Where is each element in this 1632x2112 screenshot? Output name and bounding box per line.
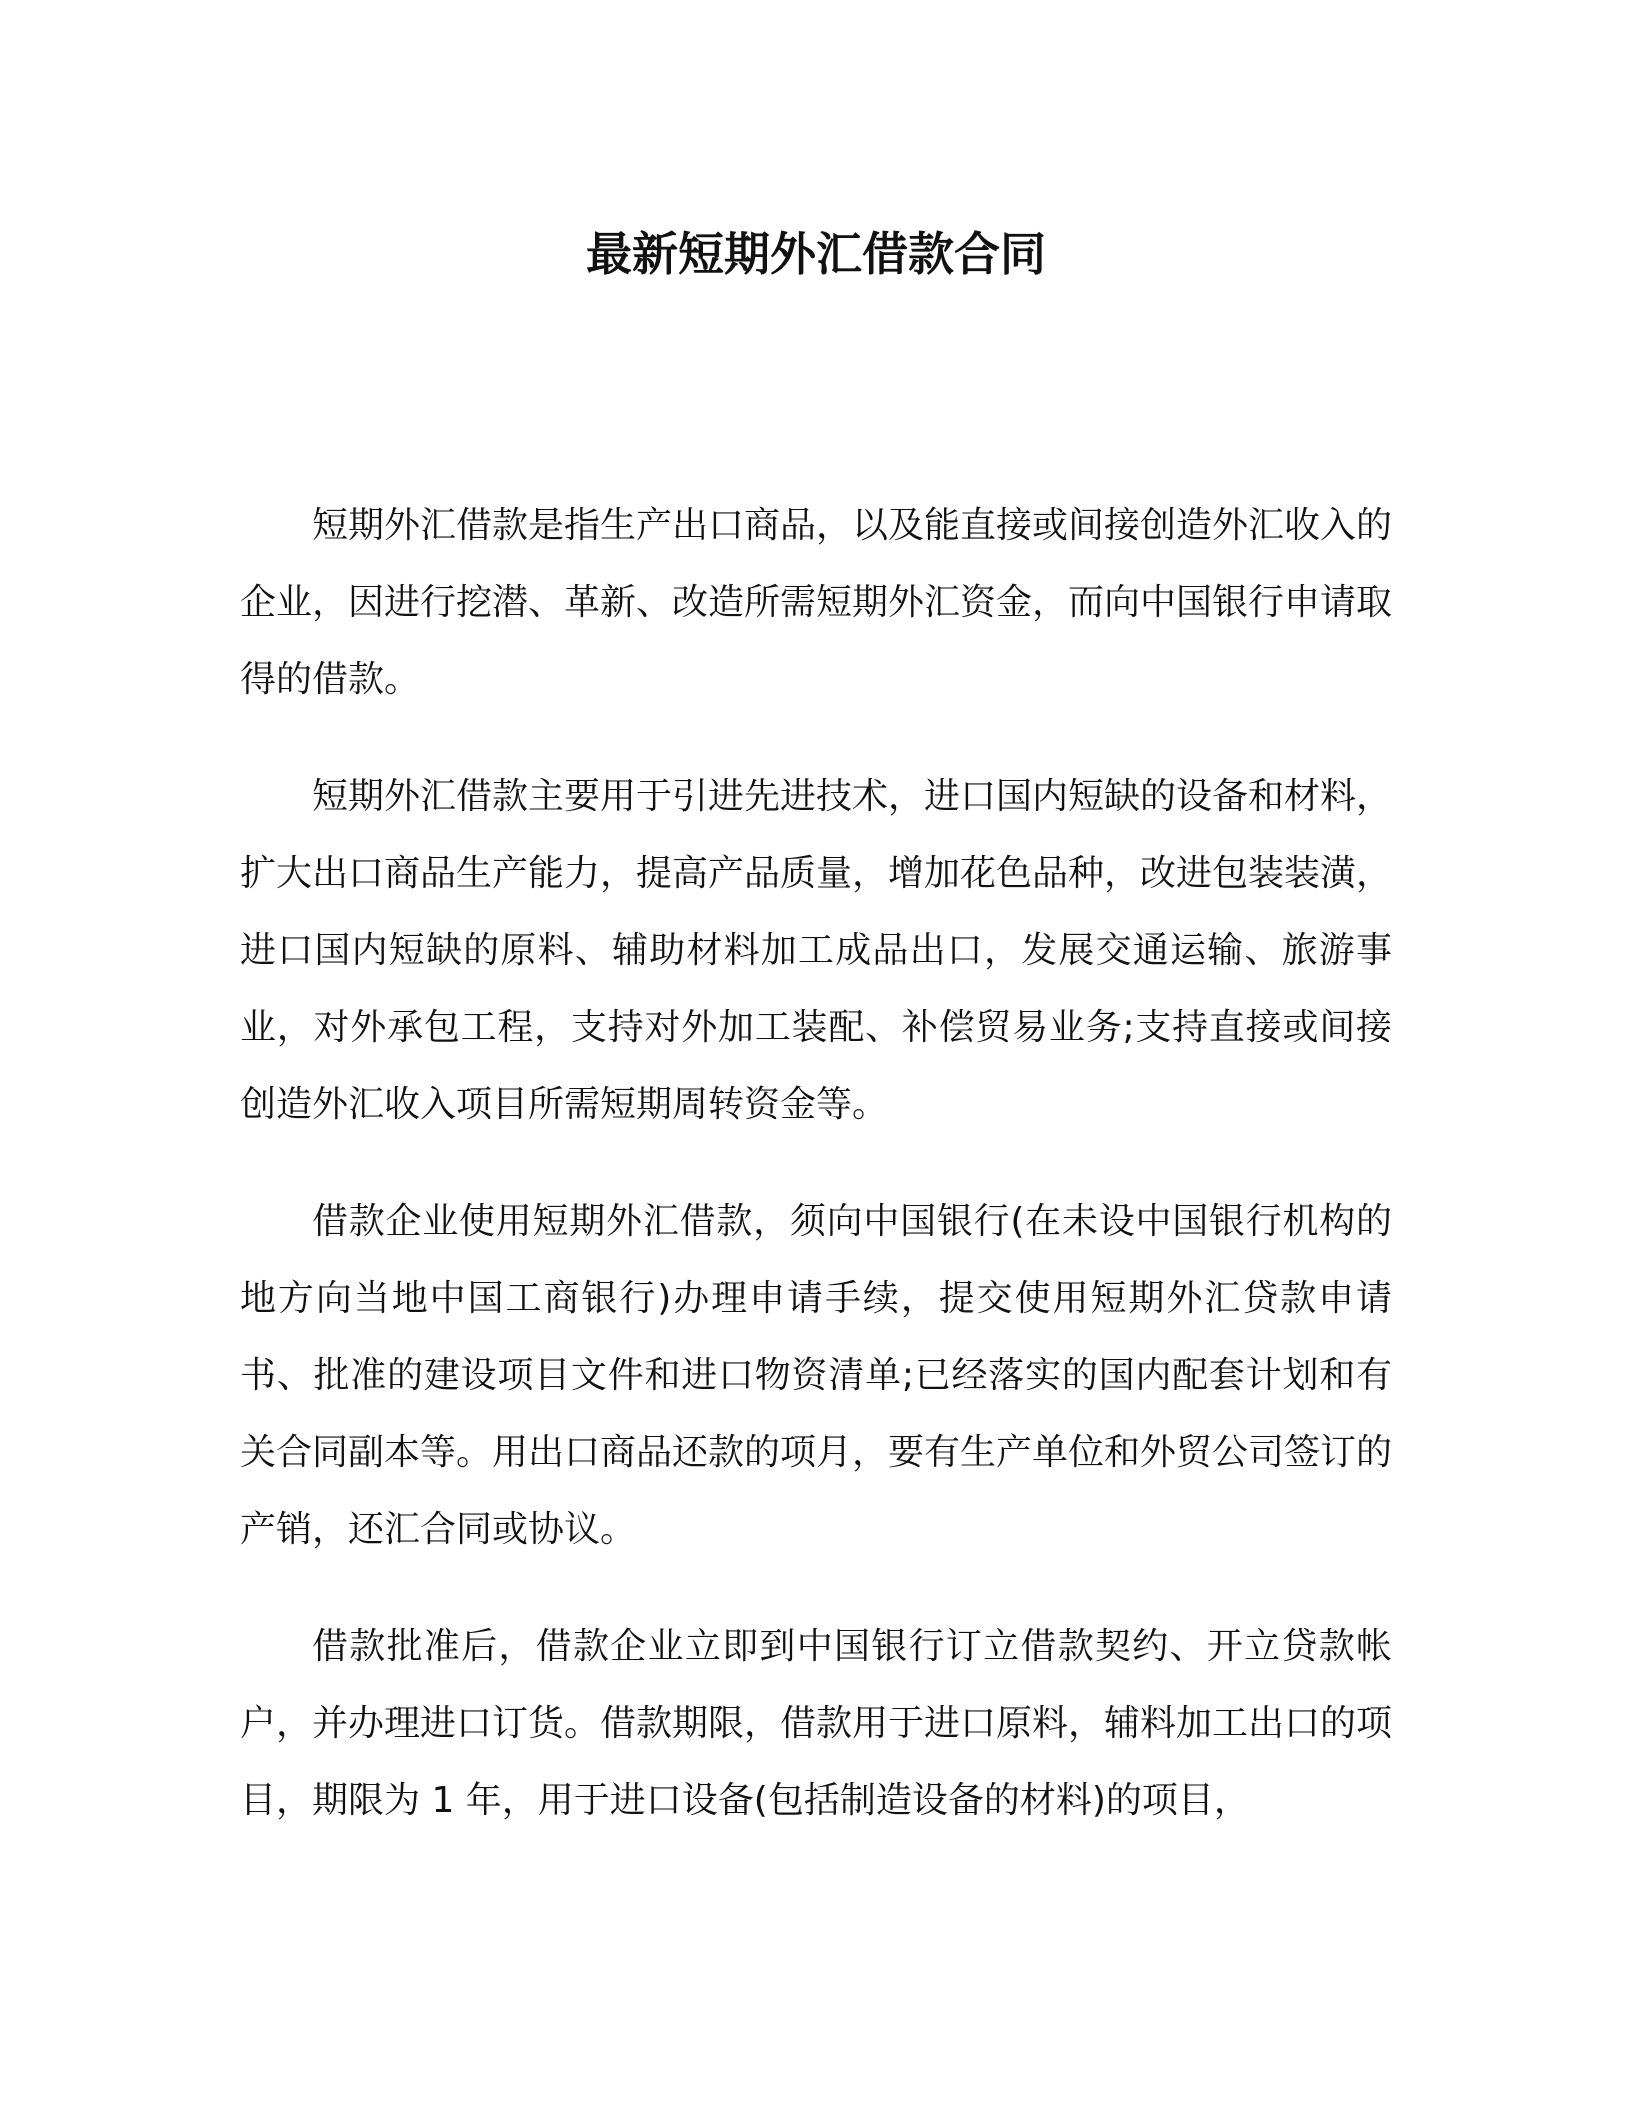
paragraph-definition: 短期外汇借款是指生产出口商品，以及能直接或间接创造外汇收入的企业，因进行挖潜、革新、改造所需短期外汇资金，而向中国银行申请取得的借款。 [240, 505, 1393, 700]
paragraph-approval: 借款批准后，借款企业立即到中国银行订立借款契约、开立贷款帐户，并办理进口订货。借款期限，借款用于进口原料，辅料加工出口的项目，期限为 1 年，用于进口设备(包括制造设备的材料)的项目， [240, 1626, 1393, 1821]
document-body [240, 487, 1392, 1879]
paragraph-usage: 短期外汇借款主要用于引进先进技术，进口国内短缺的设备和材料，扩大出口商品生产能力，提高产品质量，增加花色品种，改进包装装潢，进口国内短缺的原料、辅助材料加工成品出口，发展交通运输、旅游事业，对外承包工程，支持对外加工装配、补偿贸易业务;支持直接或间接创造外汇收入项目所需短期周转资金等。 [240, 776, 1393, 1125]
document-title: 最新短期外汇借款合同 [586, 227, 1046, 281]
paragraph-application: 借款企业使用短期外汇借款，须向中国银行(在未设中国银行机构的地方向当地中国工商银行)办理申请手续，提交使用短期外汇贷款申请书、批准的建设项目文件和进口物资清单;已经落实的国内配套计划和有关合同副本等。用出口商品还款的项月，要有生产单位和外贸公司签订的产销，还汇合同或协议。 [240, 1201, 1393, 1550]
